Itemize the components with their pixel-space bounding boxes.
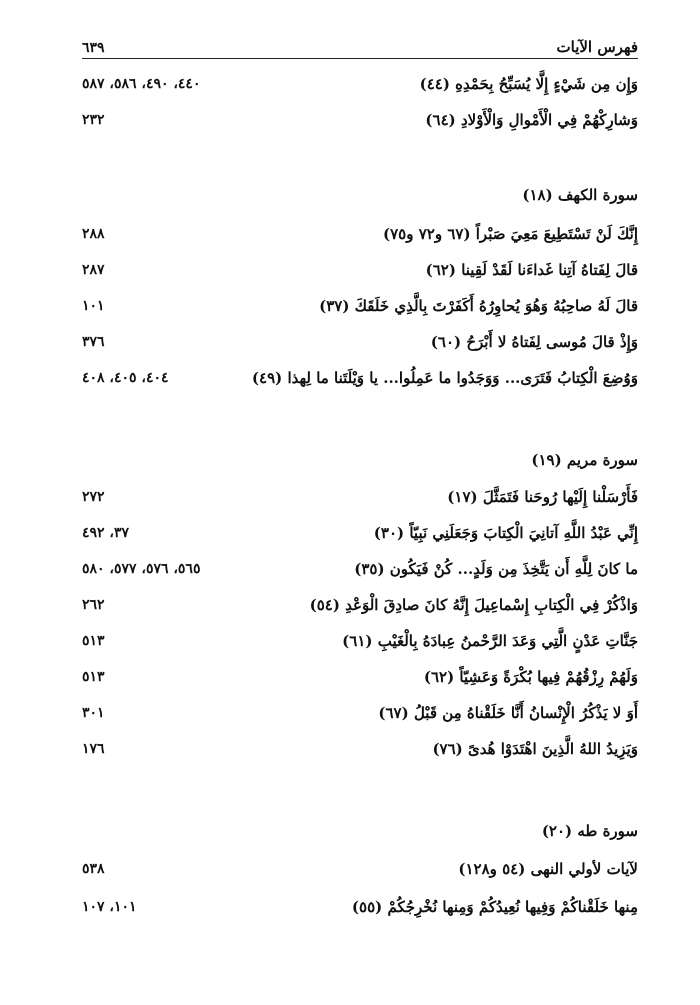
index-entry <box>82 220 638 248</box>
verse-text: وَوُضِعَ الْكِتابُ فَتَرَى... وَوَجَدُوا ما عَمِلُوا... يا وَيْلَتَنا ما لِهذا (٤٩) <box>251 369 638 387</box>
page-refs: ٤٤٠، ٤٩٠، ٥٨٦، ٥٨٧ <box>82 76 201 92</box>
page-refs: ١٠١ <box>82 298 105 314</box>
verse-text: وَاذْكُرْ فِي الْكِتابِ إِسْماعِيلَ إِنَّهُ كانَ صادِقَ الْوَعْدِ (٥٤) <box>309 596 638 614</box>
verse-text: إِنِّي عَبْدُ اللَّهِ آتانِيَ الْكِتابَ وَجَعَلَنِي نَبِيّاً (٣٠) <box>373 524 638 542</box>
index-entry <box>82 483 638 511</box>
page-number: ٦٣٩ <box>82 40 105 56</box>
page-refs: ٢٨٨ <box>82 226 105 242</box>
page-refs: ٥٣٨ <box>82 861 105 877</box>
index-entry <box>82 735 638 763</box>
index-entry <box>82 292 638 320</box>
verse-text: وَشارِكْهُمْ فِي الْأَمْوالِ وَالْأَوْلادِ (٦٤) <box>425 111 638 129</box>
verse-text: وَإِذْ قالَ مُوسى لِفَتاهُ لا أَبْرَحُ (٦٠) <box>430 333 638 351</box>
index-page <box>82 0 638 1005</box>
page-refs: ٥١٣ <box>82 669 105 685</box>
index-entry <box>82 364 638 392</box>
surah-heading: سورة مريم (١٩) <box>531 451 638 469</box>
verse-text: وَإِن مِن شَيْءٍ إِلَّا يُسَبِّحُ بِحَمْدِهِ (٤٤) <box>419 75 638 93</box>
index-entry <box>82 855 638 883</box>
index-entry <box>82 663 638 691</box>
index-entry <box>82 699 638 727</box>
index-entry <box>82 591 638 619</box>
index-entry <box>82 328 638 356</box>
page-refs: ٣٠١ <box>82 705 105 721</box>
verse-text: ما كانَ لِلَّهِ أَن يَتَّخِذَ مِن وَلَدٍ... كُنْ فَيَكُون (٣٥) <box>354 560 638 578</box>
verse-text: وَيَزِيدُ اللهُ الَّذِينَ اهْتَدَوْا هُدىً (٧٦) <box>432 740 638 758</box>
verse-text: فَأَرْسَلْنا إِلَيْها رُوحَنا فَتَمَثَّلَ (١٧) <box>447 488 638 506</box>
page-refs: ١٧٦ <box>82 741 105 757</box>
page-refs: ٢٧٢ <box>82 489 105 505</box>
index-entry <box>82 519 638 547</box>
verse-text: وَلَهُمْ رِزْقُهُمْ فِيها بُكْرَةً وَعَشِيّاً (٦٢) <box>423 668 638 686</box>
page-refs: ٥٦٥، ٥٧٦، ٥٧٧، ٥٨٠ <box>82 561 201 577</box>
verse-text: جَنَّاتِ عَدْنٍ الَّتِي وَعَدَ الرَّحْمنُ عِبادَهُ بِالْغَيْبِ (٦١) <box>342 632 638 650</box>
page-header <box>82 34 638 59</box>
page-refs: ٢٣٢ <box>82 112 105 128</box>
index-entry <box>82 627 638 655</box>
index-entry <box>82 106 638 134</box>
page-refs: ٢٨٧ <box>82 262 105 278</box>
verse-text: إِنَّكَ لَنْ تَسْتَطِيعَ مَعِيَ صَبْراً (٦٧ و٧٢ و٧٥) <box>383 225 638 243</box>
verse-text: مِنها خَلَقْناكُمْ وَفِيها نُعِيدُكُمْ وَمِنها نُخْرِجُكُمْ (٥٥) <box>351 898 638 916</box>
verse-text: لآيات لأولي النهى (٥٤ و١٢٨) <box>458 860 638 878</box>
page-refs: ١٠١، ١٠٧ <box>82 899 137 915</box>
header-title: فهرس الآيات <box>556 38 638 56</box>
page-refs: ٣٧٦ <box>82 334 105 350</box>
index-entry <box>82 256 638 284</box>
verse-text: أَوَ لا يَذْكُرُ الْإِنْسانُ أَنَّا خَلَقْناهُ مِن قَبْلُ (٦٧) <box>378 704 638 722</box>
surah-heading: سورة طه (٢٠) <box>541 822 638 840</box>
page-refs: ٣٧، ٤٩٢ <box>82 525 130 541</box>
page-refs: ٥١٣ <box>82 633 105 649</box>
index-entry <box>82 555 638 583</box>
index-entry <box>82 893 638 921</box>
page-refs: ٤٠٤، ٤٠٥، ٤٠٨ <box>82 370 169 386</box>
index-entry <box>82 70 638 98</box>
surah-heading: سورة الكهف (١٨) <box>522 186 638 204</box>
verse-text: قالَ لَهُ صاحِبُهُ وَهُوَ يُحاوِرُهُ أَكَفَرْتَ بِالَّذِي خَلَقَكَ (٣٧) <box>319 297 638 315</box>
verse-text: قالَ لِفَتاهُ آتِنا غَداءَنا لَقَدْ لَقِينا (٦٢) <box>425 261 638 279</box>
page-refs: ٢٦٢ <box>82 597 105 613</box>
